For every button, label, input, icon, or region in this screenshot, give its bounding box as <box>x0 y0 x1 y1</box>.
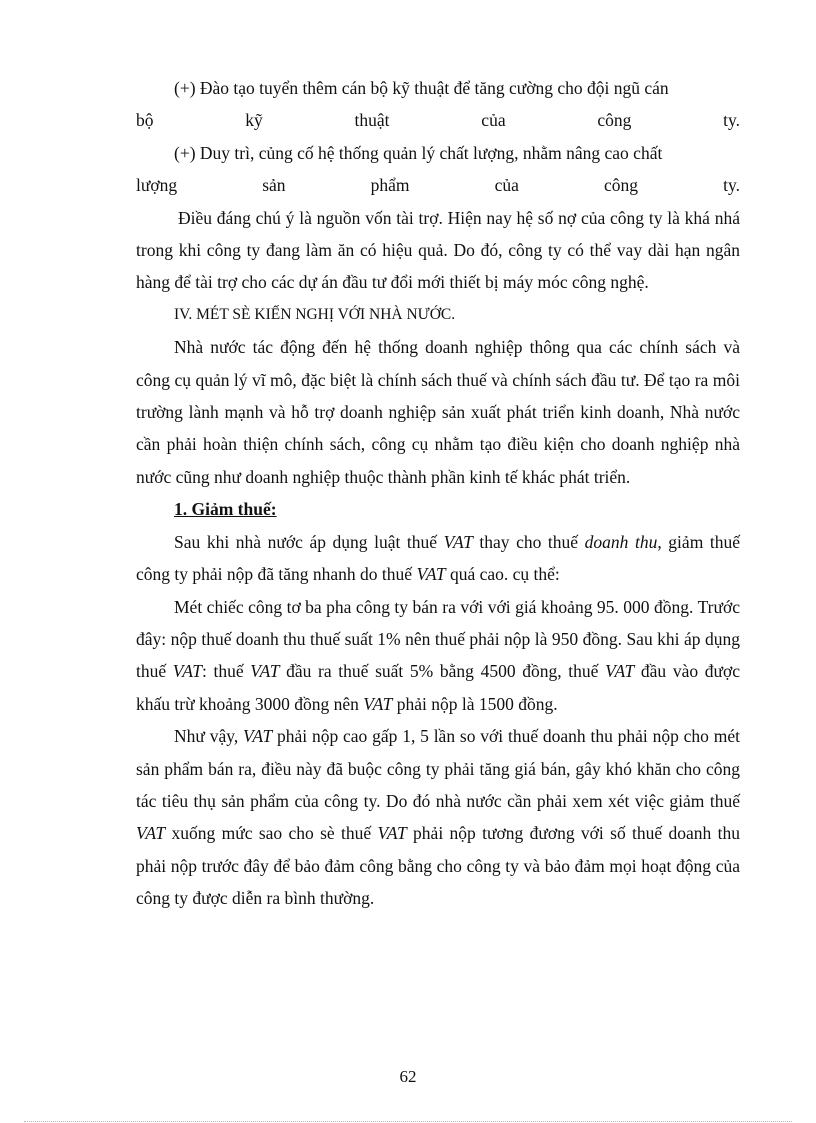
text-run: xuống mức sao cho sè thuế <box>165 823 378 844</box>
text-run: , giảm thuế công ty phải nộp đã tăng nhanh do thuế <box>136 531 741 585</box>
text-run: Như vậy, <box>174 726 244 747</box>
text-run: : thuế <box>201 661 251 682</box>
italic-term-vat: VAT <box>377 823 407 844</box>
text-run: phải nộp cao gấp 1, 5 lần so với thuế doanh thu phải nộp cho mét sản phẩm bán ra, điều này đã buộc công ty phải tăng giá bán, gây khó khăn cho công tác tiêu thụ sản phẩm của công ty. Do đó nhà nước cần phải xem xét việc giảm thuế <box>136 726 740 811</box>
paragraph-quality-line1: (+) Duy trì, củng cố hệ thống quản lý chất lượng, nhằm nâng cao chất <box>174 142 663 163</box>
italic-term-vat: VAT <box>243 726 273 747</box>
italic-term-vat: VAT <box>172 661 202 682</box>
paragraph-meter-example <box>136 591 740 721</box>
paragraph-conclusion <box>136 720 740 914</box>
italic-term-revenue: doanh thu <box>584 531 658 552</box>
page-number: 62 <box>399 1067 417 1086</box>
text-run: Sau khi nhà nước áp dụng luật thuế <box>174 531 444 552</box>
italic-term-vat: VAT <box>443 531 473 552</box>
text-run: quá cao. cụ thể: <box>445 564 560 585</box>
text-run: thay cho thuế <box>472 531 585 552</box>
text-run: đầu vào được khấu trừ khoảng 3000 đồng nên <box>136 661 740 714</box>
paragraph-funding: Điều đáng chú ý là nguồn vốn tài trợ. Hiện nay hệ số nợ của công ty là khá nhá trong khi công ty đang làm ăn có hiệu quả. Do đó, công ty có thể vay dài hạn ngân hàng để tài trợ cho các dự án đầu tư đổi mới thiết bị máy móc công nghệ. <box>136 207 740 293</box>
paragraph-quality-line2: lượng sản phẩm của công ty. <box>136 175 740 196</box>
subsection-heading-text: 1. Giảm thuế: <box>174 499 277 520</box>
text-run: phải nộp tương đương với số thuế doanh thu phải nộp trước đây để bảo đảm công bằng cho công ty và bảo đảm mọi hoạt động của công ty được diễn ra bình thường. <box>136 823 740 909</box>
paragraph-state-role: Nhà nước tác động đến hệ thống doanh nghiệp thông qua các chính sách và công cụ quản lý vĩ mô, đặc biệt là chính sách thuế và chính sách đầu tư. Để tạo ra môi trường lành mạnh và hỗ trợ doanh nghiệp sản xuất phát triển kinh doanh, Nhà nước cần phải hoàn thiện chính sách, công cụ nhằm tạo điều kiện cho doanh nghiệp nhà nước cũng như doanh nghiệp thuộc thành phần kinh tế khác phát triển. <box>136 337 740 487</box>
paragraph-vat-intro <box>136 526 740 591</box>
text-run: phải nộp là 1500 đồng. <box>392 693 558 714</box>
text-run: Mét chiếc công tơ ba pha công ty bán ra với với giá khoảng 95. 000 đồng. Trước đây: nộp thuế doanh thu thuế suất 1% nên thuế phải nộp là 950 đồng. Sau khi áp dụng thuế <box>136 596 740 682</box>
italic-term-vat: VAT <box>605 661 635 682</box>
subsection-heading-tax-reduction <box>136 493 740 525</box>
paragraph-training-line2: bộ kỹ thuật của công ty. <box>136 110 740 131</box>
text-run: đầu ra thuế suất 5% bằng 4500 đồng, thuế <box>279 661 606 682</box>
page-body <box>136 72 740 915</box>
section-heading-recommendations: IV. MÉT SÈ KIẾN NGHỊ VỚI NHÀ NƯỚC. <box>174 305 456 323</box>
italic-term-vat: VAT <box>136 823 166 844</box>
italic-term-vat: VAT <box>250 661 280 682</box>
italic-term-vat: VAT <box>363 693 393 714</box>
page-bottom-divider <box>24 1121 792 1122</box>
italic-term-vat: VAT <box>416 564 446 585</box>
paragraph-training-line1: (+) Đào tạo tuyển thêm cán bộ kỹ thuật để tăng cường cho đội ngũ cán <box>174 78 669 98</box>
